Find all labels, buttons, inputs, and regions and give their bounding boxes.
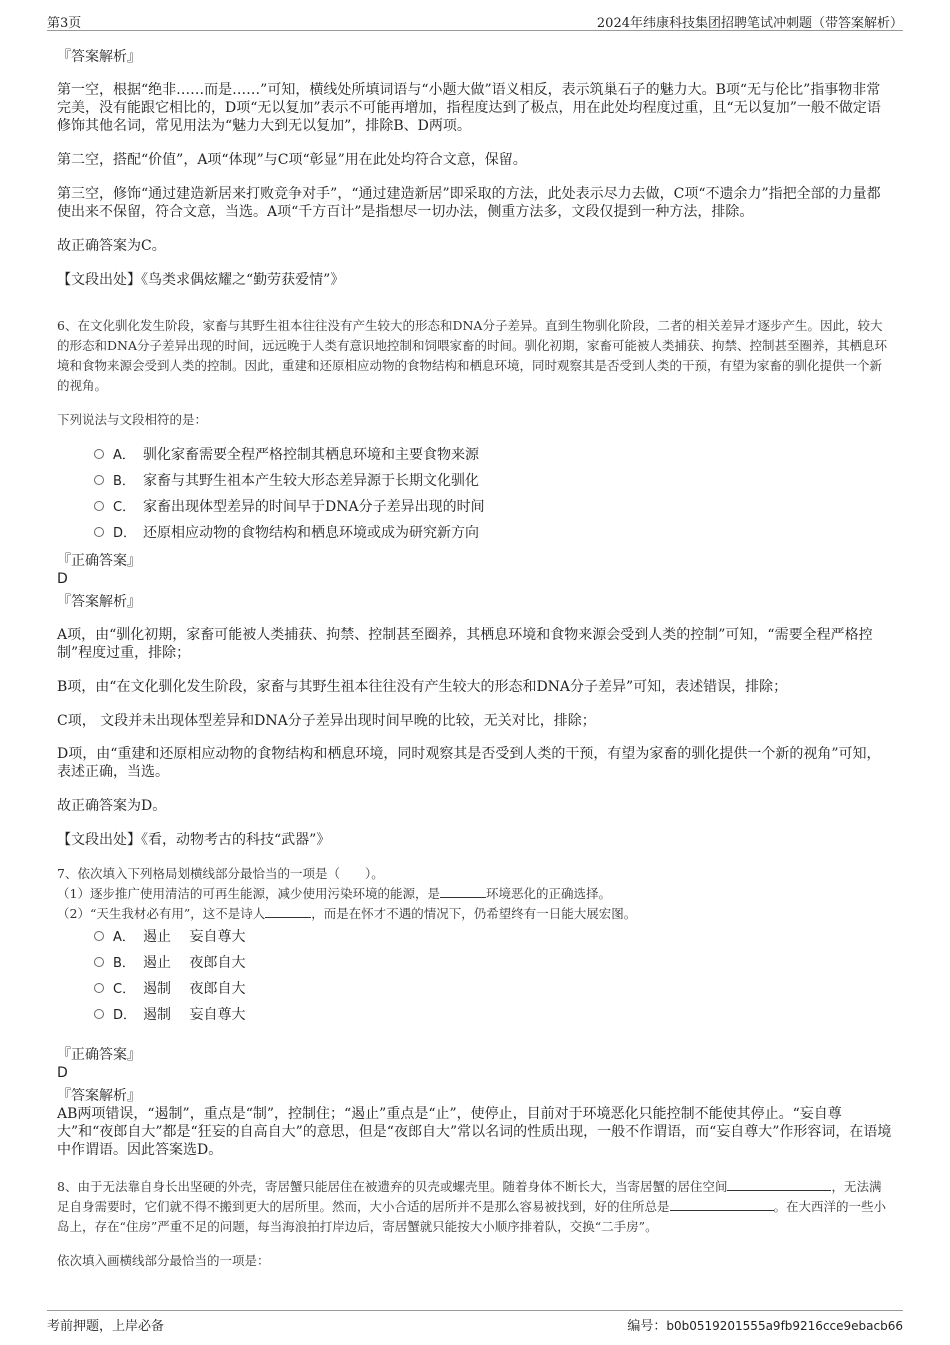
q6-analysis-c: C项， 文段并未出现体型差异和DNA分子差异出现时间早晚的比较，无关对比，排除； xyxy=(57,713,596,729)
page-header xyxy=(47,10,903,31)
q7-answer: D xyxy=(57,1065,68,1081)
q6-analysis-a: A项，由“驯化初期，家畜可能被人类捕获、拘禁、控制甚至圈养，其栖息环境和食物来源会受到人类的控制”可知，“需要全程严格控制”程度过重，排除； xyxy=(57,627,873,661)
q8-stem: 8、由于无法靠自身长出坚硬的外壳，寄居蟹只能居住在被遗弃的贝壳或螺壳里。随着身体不断长大，当寄居蟹的居住空间 ，无法满足自身需要时，它们就不得不搬到更大的居所里。然而，大小合适的居所并不是那么容易被找到，好的住所总是 。在大西洋的一些小岛上，存在“住房”严重不足的问题，每当海浪拍打岸边后，寄居蟹就只能按大小顺序排着队，交换“二手房”。 xyxy=(57,1179,887,1234)
q8-prompt: 依次填入画横线部分最恰当的一项是： xyxy=(57,1253,270,1268)
document-id: 编号：b0b0519201555a9fb9216cce9ebacb66 xyxy=(627,1319,903,1334)
radio-icon[interactable] xyxy=(94,1009,104,1019)
radio-icon[interactable] xyxy=(94,957,104,967)
radio-icon[interactable] xyxy=(94,449,104,459)
q6-option-c[interactable]: C． 家畜出现体型差异的时间早于DNA分子差异出现的时间 xyxy=(94,497,485,518)
document-title: 2024年纬康科技集团招聘笔试冲刺题（带答案解析） xyxy=(596,16,903,31)
q5-analysis-p3: 第三空，修饰“通过建造新居来打败竞争对手”，“通过建造新居”即采取的方法，此处表示尽力去做，C项“不遗余力”指把全部的力量都使出来不保留，符合文意，当选。A项“千方百计”是指想尽一切办法，侧重方法多，文段仅提到一种方法，排除。 xyxy=(57,186,881,220)
q5-conclusion: 故正确答案为C。 xyxy=(57,238,166,254)
q5-analysis-p1: 第一空，根据“绝非……而是……”可知，横线处所填词语与“小题大做”语义相反，表示筑巢石子的魅力大。B项“无与伦比”指事物非常完美，没有能跟它相比的，D项“无以复加”表示不可能再增加，指程度达到了极点，用在此处均程度过重，且“无以复加”一般不做定语修饰其他名词，常见用法为“魅力大到无以复加”，排除B、D两项。 xyxy=(57,82,881,134)
q6-option-d[interactable]: D． 还原相应动物的食物结构和栖息环境或成为研究新方向 xyxy=(94,523,479,544)
fill-blank xyxy=(440,885,486,898)
q7-option-d[interactable]: D． 遏制 妄自尊大 xyxy=(94,1005,245,1026)
q5-source: 【文段出处】《鸟类求偶炫耀之“勤劳获爱情”》 xyxy=(57,272,345,288)
fill-blank xyxy=(670,1198,774,1211)
q7-analysis-label: 『答案解析』 xyxy=(57,1088,141,1104)
q6-option-a[interactable]: A． 驯化家畜需要全程严格控制其栖息环境和主要食物来源 xyxy=(94,445,479,466)
q6-analysis-d: D项，由“重建和还原相应动物的食物结构和栖息环境，同时观察其是否受到人类的干预，有望为家畜的驯化提供一个新的视角”可知，表述正确，当选。 xyxy=(57,746,881,780)
q5-analysis-p2: 第二空，搭配“价值”，A项“体现”与C项“彰显”用在此处均符合文意，保留。 xyxy=(57,152,527,168)
q6-answer: D xyxy=(57,571,68,587)
radio-icon[interactable] xyxy=(94,931,104,941)
fill-blank xyxy=(265,905,311,918)
radio-icon[interactable] xyxy=(94,527,104,537)
footer-slogan: 考前押题，上岸必备 xyxy=(47,1319,165,1334)
q7-answer-label: 『正确答案』 xyxy=(57,1047,141,1063)
q5-analysis-label: 『答案解析』 xyxy=(57,49,141,65)
q6-option-b[interactable]: B． 家畜与其野生祖本产生较大形态差异源于长期文化驯化 xyxy=(94,471,479,492)
fill-blank xyxy=(727,1178,831,1191)
q6-prompt: 下列说法与文段相符的是： xyxy=(57,412,208,427)
q6-answer-label: 『正确答案』 xyxy=(57,553,141,569)
q6-source: 【文段出处】《看，动物考古的科技“武器”》 xyxy=(57,832,331,848)
q7-analysis: AB两项错误，“遏制”，重点是“制”，控制住；“遏止”重点是“止”，使停止，目前对于环境恶化只能控制不能使其停止。“妄自尊大”和“夜郎自大”都是“狂妄的自高自大”的意思，但是“夜郎自大”常以名词的性质出现，一般不作谓语，而“妄自尊大”作形容词，在语境中作谓语。因此答案选D。 xyxy=(57,1106,892,1158)
page-footer xyxy=(47,1310,903,1335)
radio-icon[interactable] xyxy=(94,475,104,485)
q7-sentence-2: （2）“天生我材必有用”，这不是诗人 ，而是在怀才不遇的情况下，仍希望终有一日能大展宏图。 xyxy=(57,906,637,921)
q7-option-c[interactable]: C． 遏制 夜郎自大 xyxy=(94,979,245,1000)
q7-option-b[interactable]: B． 遏止 夜郎自大 xyxy=(94,953,245,974)
q6-analysis-label: 『答案解析』 xyxy=(57,594,141,610)
q6-analysis-b: B项，由“在文化驯化发生阶段，家畜与其野生祖本往往没有产生较大的形态和DNA分子差异”可知，表述错误，排除； xyxy=(57,679,788,695)
radio-icon[interactable] xyxy=(94,501,104,511)
q7-stem: 7、依次填入下列格局划横线部分最恰当的一项是（ ）。 xyxy=(57,866,384,881)
radio-icon[interactable] xyxy=(94,983,104,993)
q6-conclusion: 故正确答案为D。 xyxy=(57,798,167,814)
page-number: 第3页 xyxy=(47,16,82,31)
q7-sentence-1: （1）逐步推广使用清洁的可再生能源，减少使用污染环境的能源，是 环境恶化的正确选择。 xyxy=(57,886,611,901)
q6-stem: 6、在文化驯化发生阶段，家畜与其野生祖本往往没有产生较大的形态和DNA分子差异。直到生物驯化阶段，二者的相关差异才逐步产生。因此，较大的形态和DNA分子差异出现的时间，远远晚于人类有意识地控制和饲喂家畜的时间。驯化初期，家畜可能被人类捕获、拘禁、控制甚至圈养，其栖息环境和食物来源会受到人类的控制。因此，重建和还原相应动物的食物结构和栖息环境，同时观察其是否受到人类的干预，有望为家畜的驯化提供一个新的视角。 xyxy=(57,318,887,393)
q7-option-a[interactable]: A． 遏止 妄自尊大 xyxy=(94,927,245,948)
